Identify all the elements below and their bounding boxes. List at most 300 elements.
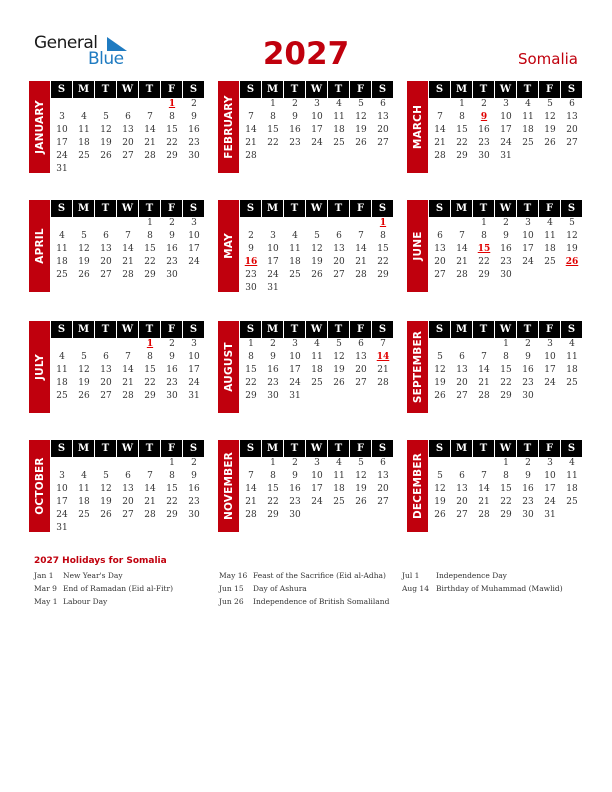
holiday-name: Day of Ashura bbox=[253, 584, 307, 593]
day-cell: 21 bbox=[456, 257, 468, 267]
weekday-label: T bbox=[139, 200, 160, 217]
day-cell: 7 bbox=[380, 339, 386, 349]
holiday-item bbox=[34, 571, 173, 584]
day-cell: 6 bbox=[125, 471, 131, 481]
weekday-label: S bbox=[561, 440, 582, 457]
day-cell: 12 bbox=[100, 125, 112, 135]
day-cell: 31 bbox=[56, 523, 68, 533]
week-row bbox=[240, 243, 394, 256]
day-cell: 2 bbox=[503, 218, 509, 228]
holiday-date: Jun 15 bbox=[219, 584, 244, 593]
day-cell: 4 bbox=[59, 231, 65, 241]
day-cell: 6 bbox=[380, 458, 386, 468]
empty-day-cell bbox=[561, 509, 583, 522]
holiday-date: Jan 1 bbox=[34, 571, 54, 580]
day-cell: 12 bbox=[434, 365, 446, 375]
weekday-label: T bbox=[284, 81, 305, 98]
day-cell: 27 bbox=[122, 151, 134, 161]
day-cell: 26 bbox=[333, 378, 345, 388]
day-cell: 19 bbox=[100, 138, 112, 148]
day-cell: 30 bbox=[188, 151, 200, 161]
holiday-name: Labour Day bbox=[63, 597, 108, 606]
empty-day-cell bbox=[262, 150, 284, 163]
weekday-header bbox=[51, 81, 205, 98]
day-cell: 26 bbox=[355, 497, 367, 507]
week-row bbox=[51, 377, 205, 390]
month-name: MAY bbox=[222, 233, 235, 259]
day-cell: 26 bbox=[434, 510, 446, 520]
week-row bbox=[240, 496, 394, 509]
weekday-label: T bbox=[95, 321, 116, 338]
holiday-date: Jun 26 bbox=[219, 597, 244, 606]
day-cell: 21 bbox=[144, 138, 156, 148]
empty-day-cell bbox=[473, 338, 495, 351]
day-cell: 29 bbox=[144, 391, 156, 401]
empty-day-cell bbox=[117, 522, 139, 535]
day-cell: 7 bbox=[125, 231, 131, 241]
week-row bbox=[240, 124, 394, 137]
day-cell: 7 bbox=[125, 352, 131, 362]
week-row bbox=[429, 256, 583, 269]
day-cell: 25 bbox=[78, 151, 90, 161]
day-cell: 25 bbox=[311, 378, 323, 388]
day-cell: 3 bbox=[314, 458, 320, 468]
day-cell: 18 bbox=[333, 484, 345, 494]
empty-day-cell bbox=[328, 282, 350, 295]
day-cell: 22 bbox=[377, 257, 389, 267]
day-cell: 22 bbox=[500, 497, 512, 507]
day-cell: 20 bbox=[122, 497, 134, 507]
day-cell: 14 bbox=[434, 125, 446, 135]
day-cell: 10 bbox=[544, 471, 556, 481]
month-day-grid bbox=[429, 440, 583, 522]
empty-day-cell bbox=[306, 217, 328, 230]
day-cell: 28 bbox=[144, 151, 156, 161]
day-cell: 10 bbox=[56, 484, 68, 494]
day-cell: 13 bbox=[434, 244, 446, 254]
day-cell: 2 bbox=[525, 339, 531, 349]
day-cell: 20 bbox=[377, 125, 389, 135]
month-day-grid bbox=[51, 440, 205, 535]
day-cell: 12 bbox=[544, 112, 556, 122]
day-cell: 14 bbox=[456, 244, 468, 254]
day-cell: 18 bbox=[78, 497, 90, 507]
month-name: OCTOBER bbox=[33, 457, 46, 515]
day-cell: 3 bbox=[270, 231, 276, 241]
day-cell: 2 bbox=[191, 99, 197, 109]
day-cell: 25 bbox=[333, 497, 345, 507]
day-cell: 11 bbox=[56, 365, 68, 375]
empty-day-cell bbox=[451, 217, 473, 230]
day-cell: 2 bbox=[169, 218, 175, 228]
day-cell: 14 bbox=[122, 244, 134, 254]
day-cell: 12 bbox=[434, 484, 446, 494]
month-name: APRIL bbox=[33, 228, 46, 264]
day-cell: 19 bbox=[78, 378, 90, 388]
weekday-label: M bbox=[262, 200, 283, 217]
week-row bbox=[429, 364, 583, 377]
day-cell: 3 bbox=[59, 112, 65, 122]
empty-day-cell bbox=[306, 390, 328, 403]
empty-day-cell bbox=[517, 150, 539, 163]
weekday-label: M bbox=[73, 200, 94, 217]
weekday-label: S bbox=[51, 321, 72, 338]
week-row bbox=[51, 457, 205, 470]
day-cell: 10 bbox=[188, 352, 200, 362]
day-cell: 23 bbox=[188, 497, 200, 507]
day-cell: 2 bbox=[292, 458, 298, 468]
day-cell: 23 bbox=[522, 378, 534, 388]
day-cell: 16 bbox=[522, 365, 534, 375]
holiday-day-cell: 26 bbox=[565, 257, 579, 267]
day-cell: 25 bbox=[333, 138, 345, 148]
month-tab bbox=[407, 440, 428, 532]
holiday-item bbox=[402, 584, 563, 597]
day-cell: 13 bbox=[377, 112, 389, 122]
day-cell: 23 bbox=[289, 138, 301, 148]
weekday-label: S bbox=[429, 440, 450, 457]
day-cell: 25 bbox=[56, 270, 68, 280]
day-cell: 24 bbox=[56, 151, 68, 161]
day-cell: 6 bbox=[336, 231, 342, 241]
week-row bbox=[240, 338, 394, 351]
logo-text-blue: Blue bbox=[88, 49, 124, 69]
day-cell: 23 bbox=[522, 497, 534, 507]
week-row bbox=[429, 496, 583, 509]
day-cell: 30 bbox=[522, 510, 534, 520]
day-cell: 24 bbox=[267, 270, 279, 280]
day-cell: 24 bbox=[188, 378, 200, 388]
day-cell: 30 bbox=[188, 510, 200, 520]
empty-day-cell bbox=[306, 150, 328, 163]
day-cell: 15 bbox=[500, 484, 512, 494]
weekday-label: S bbox=[561, 81, 582, 98]
empty-day-cell bbox=[328, 509, 350, 522]
empty-day-cell bbox=[95, 522, 117, 535]
day-cell: 29 bbox=[478, 270, 490, 280]
day-cell: 16 bbox=[500, 244, 512, 254]
holiday-item bbox=[219, 584, 389, 597]
day-cell: 6 bbox=[103, 352, 109, 362]
holiday-day-cell: 14 bbox=[376, 352, 390, 362]
weekday-label: T bbox=[328, 81, 349, 98]
day-cell: 3 bbox=[191, 218, 197, 228]
empty-day-cell bbox=[117, 98, 139, 111]
month-name: AUGUST bbox=[222, 342, 235, 392]
day-cell: 3 bbox=[314, 99, 320, 109]
weekday-label: W bbox=[117, 200, 138, 217]
empty-day-cell bbox=[539, 390, 561, 403]
weekday-label: S bbox=[51, 200, 72, 217]
day-cell: 9 bbox=[525, 471, 531, 481]
week-row bbox=[429, 390, 583, 403]
month-name: FEBRUARY bbox=[222, 95, 235, 159]
day-cell: 5 bbox=[314, 231, 320, 241]
week-row bbox=[429, 137, 583, 150]
day-cell: 23 bbox=[478, 138, 490, 148]
day-cell: 28 bbox=[456, 270, 468, 280]
week-row bbox=[51, 522, 205, 535]
empty-day-cell bbox=[350, 282, 372, 295]
month-name: NOVEMBER bbox=[222, 451, 235, 521]
day-cell: 18 bbox=[522, 125, 534, 135]
day-cell: 11 bbox=[333, 112, 345, 122]
day-cell: 7 bbox=[459, 231, 465, 241]
weekday-label: T bbox=[328, 321, 349, 338]
week-row bbox=[51, 243, 205, 256]
day-cell: 6 bbox=[569, 99, 575, 109]
day-cell: 22 bbox=[144, 257, 156, 267]
day-cell: 9 bbox=[191, 471, 197, 481]
month-tab bbox=[29, 440, 50, 532]
day-cell: 27 bbox=[100, 270, 112, 280]
day-cell: 11 bbox=[522, 112, 534, 122]
day-cell: 21 bbox=[122, 257, 134, 267]
empty-day-cell bbox=[117, 217, 139, 230]
day-cell: 8 bbox=[248, 352, 254, 362]
day-cell: 11 bbox=[78, 484, 90, 494]
day-cell: 10 bbox=[267, 244, 279, 254]
week-row bbox=[51, 98, 205, 111]
weekday-label: S bbox=[372, 440, 393, 457]
day-cell: 2 bbox=[248, 231, 254, 241]
day-cell: 19 bbox=[78, 257, 90, 267]
weekday-header bbox=[429, 200, 583, 217]
empty-day-cell bbox=[117, 457, 139, 470]
empty-day-cell bbox=[539, 150, 561, 163]
day-cell: 16 bbox=[166, 365, 178, 375]
day-cell: 5 bbox=[358, 458, 364, 468]
day-cell: 15 bbox=[144, 365, 156, 375]
day-cell: 27 bbox=[377, 497, 389, 507]
day-cell: 12 bbox=[355, 471, 367, 481]
day-cell: 14 bbox=[122, 365, 134, 375]
week-row bbox=[240, 137, 394, 150]
empty-day-cell bbox=[183, 522, 205, 535]
holiday-name: New Year's Day bbox=[63, 571, 123, 580]
week-row bbox=[429, 351, 583, 364]
week-row bbox=[429, 98, 583, 111]
day-cell: 11 bbox=[333, 471, 345, 481]
week-row bbox=[51, 483, 205, 496]
day-cell: 17 bbox=[522, 244, 534, 254]
day-cell: 14 bbox=[478, 365, 490, 375]
weekday-label: T bbox=[517, 200, 538, 217]
day-cell: 12 bbox=[355, 112, 367, 122]
day-cell: 27 bbox=[456, 510, 468, 520]
day-cell: 22 bbox=[478, 257, 490, 267]
day-cell: 10 bbox=[500, 112, 512, 122]
empty-day-cell bbox=[328, 217, 350, 230]
day-cell: 29 bbox=[500, 391, 512, 401]
day-cell: 13 bbox=[122, 484, 134, 494]
day-cell: 11 bbox=[78, 125, 90, 135]
empty-day-cell bbox=[240, 217, 262, 230]
day-cell: 25 bbox=[566, 378, 578, 388]
day-cell: 22 bbox=[166, 138, 178, 148]
month-tab bbox=[29, 200, 50, 292]
day-cell: 20 bbox=[377, 484, 389, 494]
day-cell: 21 bbox=[245, 497, 257, 507]
day-cell: 28 bbox=[122, 270, 134, 280]
week-row bbox=[51, 137, 205, 150]
day-cell: 27 bbox=[434, 270, 446, 280]
day-cell: 9 bbox=[248, 244, 254, 254]
weekday-label: S bbox=[183, 81, 204, 98]
day-cell: 21 bbox=[478, 497, 490, 507]
day-cell: 15 bbox=[267, 484, 279, 494]
country-name: Somalia bbox=[517, 50, 578, 68]
day-cell: 3 bbox=[59, 471, 65, 481]
day-cell: 16 bbox=[289, 484, 301, 494]
day-cell: 16 bbox=[188, 125, 200, 135]
month-tab bbox=[218, 321, 239, 413]
weekday-header bbox=[240, 200, 394, 217]
empty-day-cell bbox=[139, 163, 161, 176]
holiday-date: May 16 bbox=[219, 571, 248, 580]
day-cell: 27 bbox=[122, 510, 134, 520]
empty-day-cell bbox=[139, 98, 161, 111]
empty-day-cell bbox=[429, 338, 451, 351]
day-cell: 7 bbox=[358, 231, 364, 241]
day-cell: 6 bbox=[459, 352, 465, 362]
day-cell: 6 bbox=[103, 231, 109, 241]
day-cell: 24 bbox=[311, 138, 323, 148]
weekday-header bbox=[429, 81, 583, 98]
weekday-label: T bbox=[284, 440, 305, 457]
day-cell: 9 bbox=[292, 112, 298, 122]
holiday-day-cell: 1 bbox=[168, 99, 176, 109]
day-cell: 3 bbox=[292, 339, 298, 349]
day-cell: 2 bbox=[270, 339, 276, 349]
weekday-label: W bbox=[306, 81, 327, 98]
day-cell: 8 bbox=[380, 231, 386, 241]
month-day-grid bbox=[240, 81, 394, 163]
day-cell: 30 bbox=[522, 391, 534, 401]
day-cell: 17 bbox=[544, 365, 556, 375]
empty-day-cell bbox=[240, 457, 262, 470]
empty-day-cell bbox=[161, 522, 183, 535]
month-tab bbox=[407, 200, 428, 292]
week-row bbox=[429, 377, 583, 390]
day-cell: 20 bbox=[355, 365, 367, 375]
weekday-header bbox=[429, 321, 583, 338]
day-cell: 30 bbox=[500, 270, 512, 280]
day-cell: 26 bbox=[100, 151, 112, 161]
weekday-label: F bbox=[350, 321, 371, 338]
day-cell: 29 bbox=[245, 391, 257, 401]
holiday-item bbox=[34, 584, 173, 597]
weekday-label: W bbox=[495, 200, 516, 217]
day-cell: 5 bbox=[547, 99, 553, 109]
day-cell: 27 bbox=[456, 391, 468, 401]
day-cell: 21 bbox=[377, 365, 389, 375]
day-cell: 20 bbox=[333, 257, 345, 267]
weekday-label: S bbox=[372, 321, 393, 338]
weekday-label: S bbox=[183, 321, 204, 338]
day-cell: 11 bbox=[289, 244, 301, 254]
day-cell: 29 bbox=[166, 510, 178, 520]
empty-day-cell bbox=[328, 150, 350, 163]
empty-day-cell bbox=[95, 457, 117, 470]
day-cell: 17 bbox=[188, 244, 200, 254]
day-cell: 8 bbox=[503, 471, 509, 481]
week-row bbox=[240, 509, 394, 522]
weekday-label: F bbox=[161, 200, 182, 217]
empty-day-cell bbox=[372, 150, 394, 163]
weekday-label: S bbox=[372, 200, 393, 217]
day-cell: 17 bbox=[500, 125, 512, 135]
weekday-header bbox=[240, 321, 394, 338]
weekday-label: T bbox=[473, 440, 494, 457]
empty-day-cell bbox=[306, 282, 328, 295]
week-row bbox=[240, 457, 394, 470]
month-day-grid bbox=[51, 200, 205, 282]
weekday-header bbox=[429, 440, 583, 457]
empty-day-cell bbox=[473, 457, 495, 470]
week-row bbox=[429, 509, 583, 522]
empty-day-cell bbox=[561, 269, 583, 282]
empty-day-cell bbox=[73, 338, 95, 351]
day-cell: 19 bbox=[311, 257, 323, 267]
weekday-label: M bbox=[73, 321, 94, 338]
empty-day-cell bbox=[429, 457, 451, 470]
week-row bbox=[51, 364, 205, 377]
day-cell: 7 bbox=[147, 112, 153, 122]
day-cell: 7 bbox=[437, 112, 443, 122]
day-cell: 5 bbox=[103, 112, 109, 122]
week-row bbox=[429, 230, 583, 243]
holiday-item bbox=[402, 571, 563, 584]
day-cell: 29 bbox=[144, 270, 156, 280]
holiday-day-cell: 1 bbox=[146, 339, 154, 349]
day-cell: 11 bbox=[56, 244, 68, 254]
week-row bbox=[240, 230, 394, 243]
weekday-label: M bbox=[262, 81, 283, 98]
day-cell: 26 bbox=[434, 391, 446, 401]
week-row bbox=[240, 111, 394, 124]
day-cell: 25 bbox=[522, 138, 534, 148]
day-cell: 8 bbox=[270, 112, 276, 122]
week-row bbox=[51, 111, 205, 124]
day-cell: 14 bbox=[478, 484, 490, 494]
week-row bbox=[51, 338, 205, 351]
day-cell: 18 bbox=[289, 257, 301, 267]
day-cell: 25 bbox=[566, 497, 578, 507]
day-cell: 7 bbox=[481, 471, 487, 481]
day-cell: 5 bbox=[437, 352, 443, 362]
week-row bbox=[240, 390, 394, 403]
day-cell: 18 bbox=[544, 244, 556, 254]
day-cell: 6 bbox=[380, 99, 386, 109]
day-cell: 26 bbox=[78, 391, 90, 401]
day-cell: 21 bbox=[245, 138, 257, 148]
empty-day-cell bbox=[561, 150, 583, 163]
week-row bbox=[240, 150, 394, 163]
empty-day-cell bbox=[350, 509, 372, 522]
logo-text-general: General bbox=[34, 33, 98, 53]
weekday-label: W bbox=[306, 321, 327, 338]
day-cell: 27 bbox=[377, 138, 389, 148]
weekday-label: F bbox=[350, 81, 371, 98]
day-cell: 31 bbox=[267, 283, 279, 293]
day-cell: 1 bbox=[248, 339, 254, 349]
day-cell: 24 bbox=[311, 497, 323, 507]
week-row bbox=[51, 351, 205, 364]
weekday-label: T bbox=[517, 321, 538, 338]
empty-day-cell bbox=[539, 269, 561, 282]
weekday-label: M bbox=[73, 81, 94, 98]
